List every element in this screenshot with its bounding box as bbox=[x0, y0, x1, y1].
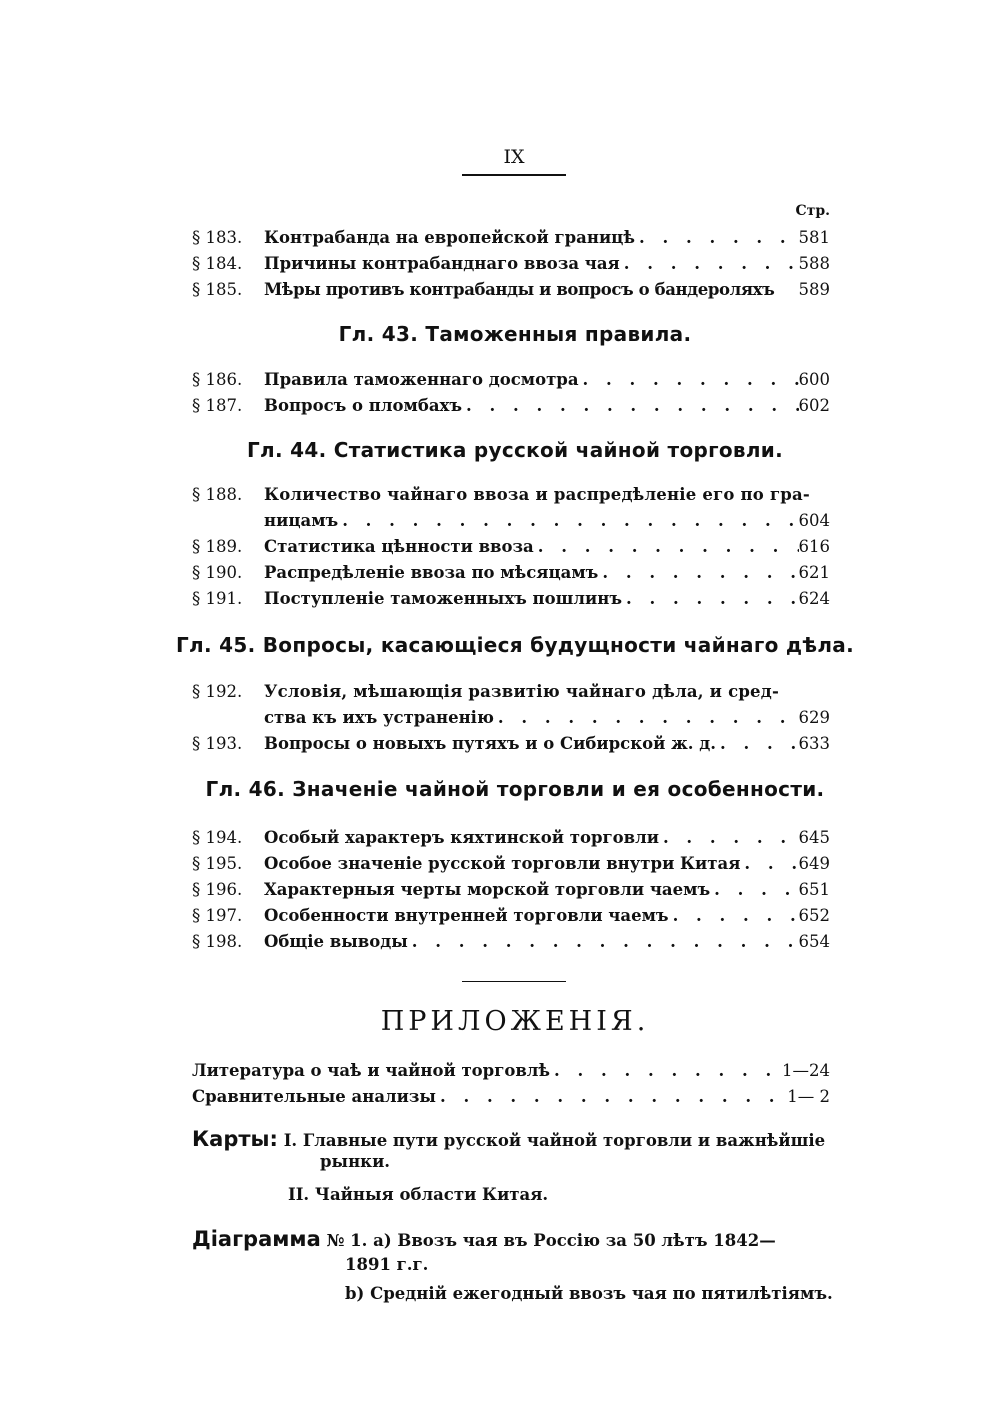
chapter-heading-44: Гл. 44. Статистика русской чайной торговли. bbox=[247, 438, 783, 462]
diagram-entry: Діаграмма № 1. a) Ввозъ чая въ Россію за 50 лѣтъ 1842— bbox=[192, 1227, 776, 1251]
toc-entry-183: § 183. Контрабанда на европейской границѣ . . . 581 bbox=[192, 222, 830, 246]
toc-entry-185: § 185. Мѣры противъ контрабанды и вопросъ о бандероляхъ 589 bbox=[192, 279, 830, 299]
toc-entry-193: § 193. Вопросы о новыхъ путяхъ и о Сибирской ж. д. . . . 633 bbox=[192, 728, 830, 752]
toc-entry-190: § 190. Распредѣленіе ввоза по мѣсяцамъ . . . 621 bbox=[192, 557, 830, 581]
appendix-entry-analyses: Сравнительные анализы . . . 1— 2 bbox=[192, 1081, 830, 1105]
toc-entry-195: § 195. Особое значеніе русской торговли внутри Китая . . . 649 bbox=[192, 848, 830, 872]
toc-entry-196: § 196. Характерныя черты морской торговли чаемъ . . . 651 bbox=[192, 874, 830, 898]
diagram-entry-b: b) Средній ежегодный ввозъ чая по пятилѣтіямъ. bbox=[345, 1284, 833, 1303]
toc-entry-188: § 188. Количество чайнаго ввоза и распредѣленіе его по гра- bbox=[192, 484, 810, 504]
appendix-heading: ПРИЛОЖЕНІЯ. bbox=[380, 1006, 650, 1037]
toc-entry-191: § 191. Поступленіе таможенныхъ пошлинъ . . . 624 bbox=[192, 583, 830, 607]
header-rule bbox=[462, 174, 566, 176]
toc-entry-192: § 192. Условія, мѣшающія развитію чайнаго дѣла, и сред- bbox=[192, 681, 779, 701]
page-column-label: Стр. bbox=[795, 203, 830, 219]
appendix-entry-literature: Литература о чаѣ и чайной торговлѣ . . . 1—24 bbox=[192, 1055, 830, 1079]
maps-entry-2: II. Чайныя области Китая. bbox=[288, 1185, 549, 1204]
toc-entry-198: § 198. Общіе выводы . . . 654 bbox=[192, 926, 830, 950]
page-number: IX bbox=[503, 146, 525, 168]
chapter-heading-46: Гл. 46. Значеніе чайной торговли и ея особенности. bbox=[205, 777, 825, 801]
maps-entry-cont: рынки. bbox=[320, 1152, 391, 1171]
diagram-label: Діаграмма bbox=[192, 1227, 321, 1251]
diagram-entry-cont: 1891 г.г. bbox=[345, 1255, 429, 1274]
maps-entry: Карты: I. Главные пути русской чайной торговли и важнѣйшіе bbox=[192, 1127, 826, 1151]
toc-entry-197: § 197. Особенности внутренней торговли чаемъ . . . 652 bbox=[192, 900, 830, 924]
toc-entry-188-cont: ницамъ . . . 604 bbox=[264, 505, 830, 529]
toc-entry-186: § 186. Правила таможеннаго досмотра . . . 600 bbox=[192, 364, 830, 388]
chapter-heading-43: Гл. 43. Таможенныя правила. bbox=[338, 322, 692, 346]
toc-entry-189: § 189. Статистика цѣнности ввоза . . . 616 bbox=[192, 531, 830, 555]
toc-entry-187: § 187. Вопросъ о пломбахъ . . . 602 bbox=[192, 390, 830, 414]
toc-entry-184: § 184. Причины контрабанднаго ввоза чая . . . 588 bbox=[192, 248, 830, 272]
section-divider bbox=[462, 981, 566, 982]
toc-entry-192-cont: ства къ ихъ устраненію . . . 629 bbox=[264, 702, 830, 726]
toc-entry-194: § 194. Особый характеръ кяхтинской торговли . . . 645 bbox=[192, 822, 830, 846]
chapter-heading-45: Гл. 45. Вопросы, касающіеся будущности чайнаго дѣла. bbox=[176, 633, 854, 657]
maps-label: Карты: bbox=[192, 1127, 278, 1151]
